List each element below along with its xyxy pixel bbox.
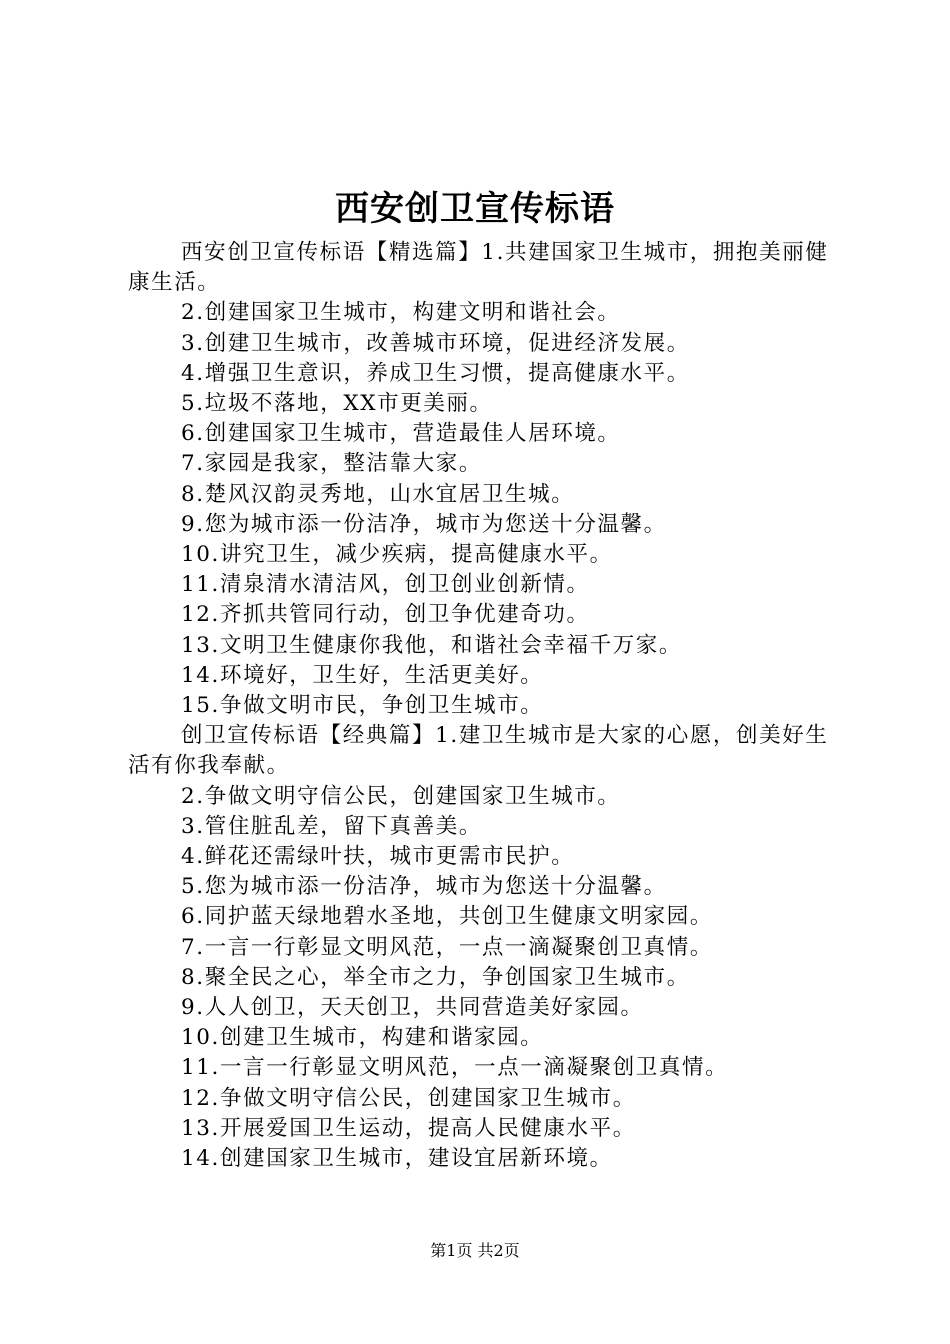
list-item: 3.创建卫生城市，改善城市环境，促进经济发展。 bbox=[181, 330, 690, 356]
list-item: 6.创建国家卫生城市，营造最佳人居环境。 bbox=[181, 421, 621, 447]
list-item: 2.创建国家卫生城市，构建文明和谐社会。 bbox=[181, 300, 621, 326]
section2-list bbox=[128, 782, 833, 1175]
list-item: 14.环境好，卫生好，生活更美好。 bbox=[181, 662, 544, 688]
document-body bbox=[128, 238, 833, 1174]
list-item: 7.家园是我家，整洁靠大家。 bbox=[181, 451, 482, 477]
list-item: 2.争做文明守信公民，创建国家卫生城市。 bbox=[181, 783, 621, 809]
list-item: 9.人人创卫，天天创卫，共同营造美好家园。 bbox=[181, 995, 644, 1021]
document-title: 西安创卫宣传标语 bbox=[335, 189, 615, 229]
list-item: 7.一言一行彰显文明风范，一点一滴凝聚创卫真情。 bbox=[181, 934, 713, 960]
section1-intro: 西安创卫宣传标语【精选篇】1.共建国家卫生城市，拥抱美丽健康生活。 bbox=[128, 240, 829, 296]
list-item: 13.开展爱国卫生运动，提高人民健康水平。 bbox=[181, 1115, 636, 1141]
list-item: 15.争做文明市民，争创卫生城市。 bbox=[181, 693, 544, 719]
list-item: 12.齐抓共管同行动，创卫争优建奇功。 bbox=[181, 602, 590, 628]
list-item: 5.您为城市添一份洁净，城市为您送十分温馨。 bbox=[181, 874, 667, 900]
list-item: 5.垃圾不落地，XX市更美丽。 bbox=[181, 391, 493, 417]
list-item: 10.创建卫生城市，构建和谐家园。 bbox=[181, 1025, 544, 1051]
list-item: 3.管住脏乱差，留下真善美。 bbox=[181, 813, 482, 839]
page-footer: 第1页 共2页 bbox=[430, 1241, 520, 1260]
list-item: 10.讲究卫生，减少疾病，提高健康水平。 bbox=[181, 542, 613, 568]
list-item: 8.聚全民之心，举全市之力，争创国家卫生城市。 bbox=[181, 964, 690, 990]
section2-intro: 创卫宣传标语【经典篇】1.建卫生城市是大家的心愿，创美好生活有你我奉献。 bbox=[128, 723, 829, 779]
section1-list bbox=[128, 298, 833, 721]
list-item: 6.同护蓝天绿地碧水圣地，共创卫生健康文明家园。 bbox=[181, 904, 713, 930]
list-item: 14.创建国家卫生城市，建设宜居新环境。 bbox=[181, 1146, 613, 1172]
list-item: 11.清泉清水清洁风，创卫创业创新情。 bbox=[181, 572, 590, 598]
list-item: 8.楚风汉韵灵秀地，山水宜居卫生城。 bbox=[181, 481, 575, 507]
list-item: 4.鲜花还需绿叶扶，城市更需市民护。 bbox=[181, 844, 575, 870]
list-item: 13.文明卫生健康你我他，和谐社会幸福千万家。 bbox=[181, 632, 682, 658]
list-item: 9.您为城市添一份洁净，城市为您送十分温馨。 bbox=[181, 511, 667, 537]
list-item: 11.一言一行彰显文明风范，一点一滴凝聚创卫真情。 bbox=[181, 1055, 729, 1081]
list-item: 12.争做文明守信公民，创建国家卫生城市。 bbox=[181, 1085, 636, 1111]
list-item: 4.增强卫生意识，养成卫生习惯，提高健康水平。 bbox=[181, 360, 690, 386]
